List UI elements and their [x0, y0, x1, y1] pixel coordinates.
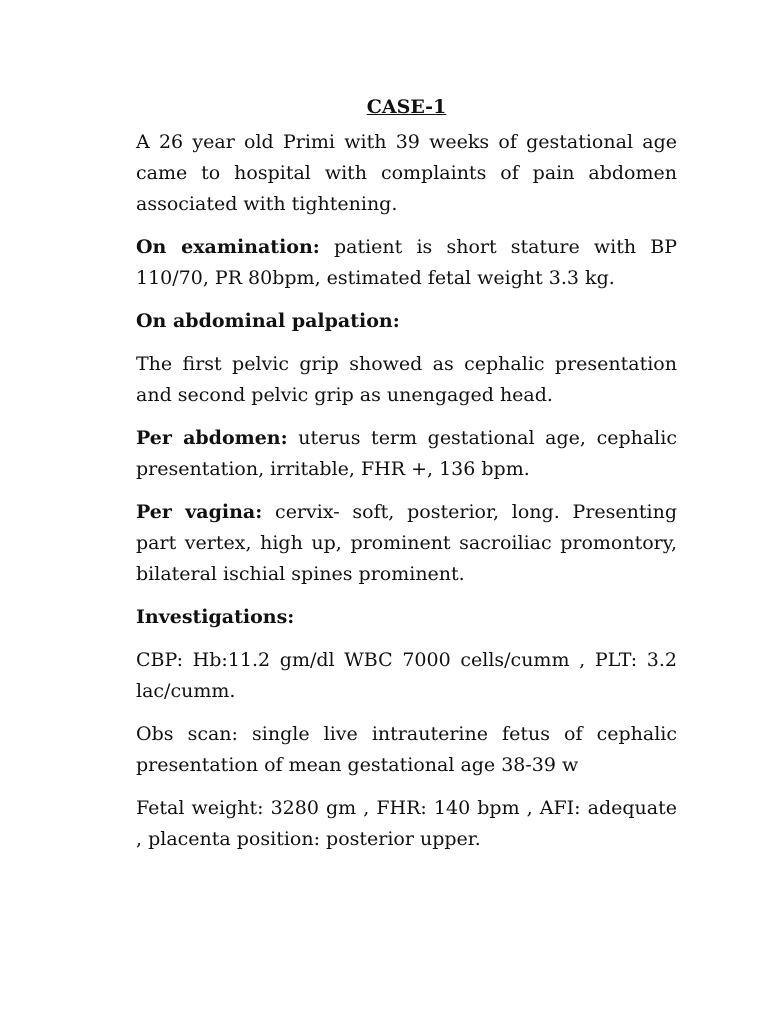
examination-text: patient is short stature with BP 110/70, PR 80bpm, estimated fetal weight 3.3 kg. — [136, 236, 677, 289]
examination-label: On examination: — [136, 236, 320, 258]
per-abdomen-paragraph — [136, 423, 677, 485]
per-vagina-paragraph — [136, 497, 677, 590]
cbp-paragraph: CBP: Hb:11.2 gm/dl WBC 7000 cells/cumm , PLT: 3.2 lac/cumm. — [136, 649, 677, 702]
case-title: CASE-1 — [366, 96, 447, 118]
document-page — [136, 92, 677, 867]
examination-paragraph — [136, 232, 677, 294]
per-vagina-text: cervix- soft, posterior, long. Presenting part vertex, high up, prominent sacroiliac promontory, bilateral ischial spines prominent. — [136, 501, 677, 585]
per-abdomen-text: uterus term gestational age, cephalic presentation, irritable, FHR +, 136 bpm. — [136, 427, 677, 480]
intro-paragraph: A 26 year old Primi with 39 weeks of gestational age came to hospital with complaints of pain abdomen associated with tightening. — [136, 131, 677, 215]
per-abdomen-label: Per abdomen: — [136, 427, 288, 449]
per-vagina-label: Per vagina: — [136, 501, 263, 523]
obs-scan-paragraph: Obs scan: single live intrauterine fetus of cephalic presentation of mean gestational age 38-39 w — [136, 723, 677, 776]
fetal-weight-paragraph: Fetal weight: 3280 gm , FHR: 140 bpm , AFI: adequate , placenta position: posterior upper. — [136, 797, 677, 850]
investigations-heading: Investigations: — [136, 606, 295, 628]
palpation-heading: On abdominal palpation: — [136, 310, 400, 332]
palpation-paragraph: The first pelvic grip showed as cephalic presentation and second pelvic grip as unengaged head. — [136, 353, 677, 406]
